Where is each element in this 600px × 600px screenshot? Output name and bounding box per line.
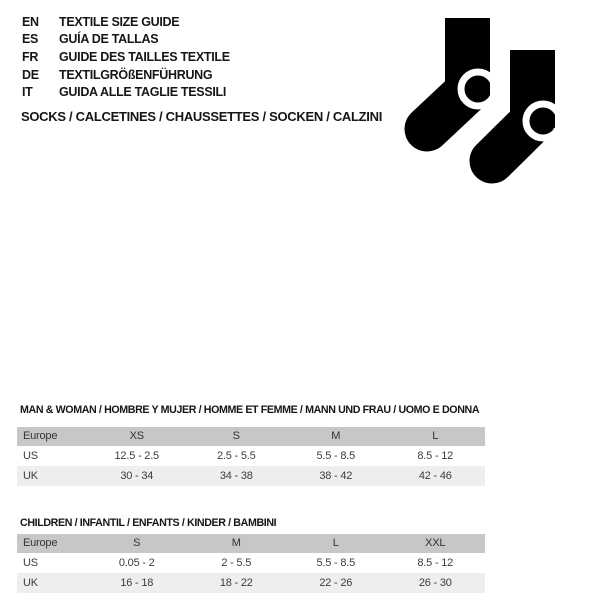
size-value: 18 - 22: [219, 577, 253, 589]
sock-right: [492, 50, 560, 161]
size-value: 26 - 30: [418, 577, 452, 589]
size-value: 22 - 26: [319, 577, 353, 589]
header-cell-europe: Europe: [23, 537, 58, 549]
sock-left: [427, 11, 497, 129]
children-table-header-row: [17, 534, 485, 553]
size-value: 34 - 38: [219, 470, 253, 482]
row-label: UK: [23, 577, 38, 589]
size-value: 0.05 - 2: [118, 557, 155, 569]
socks-icon: [395, 5, 590, 195]
size-value: 2.5 - 5.5: [216, 450, 256, 462]
row-label: UK: [23, 470, 38, 482]
adults-size-table: [17, 404, 485, 486]
table-row-uk: [17, 466, 485, 486]
language-code: DE: [22, 67, 39, 82]
row-label: US: [23, 450, 38, 462]
size-value: 38 - 42: [319, 470, 353, 482]
header-cell-size: M: [331, 430, 341, 442]
header-cell-size: L: [432, 430, 439, 442]
size-value: 42 - 46: [418, 470, 452, 482]
size-value: 16 - 18: [120, 577, 154, 589]
children-table-title: CHILDREN / INFANTIL / ENFANTS / KINDER / BAMBINI: [20, 517, 277, 529]
size-value: 30 - 34: [120, 470, 154, 482]
header-cell-europe: Europe: [23, 430, 58, 442]
language-code: IT: [22, 85, 33, 100]
language-row-fr: [22, 48, 230, 66]
language-label: GUÍA DE TALLAS: [59, 32, 159, 47]
size-value: 5.5 - 8.5: [316, 450, 356, 462]
language-row-de: [22, 66, 230, 84]
size-value: 2 - 5.5: [221, 557, 252, 569]
adults-table-title: MAN & WOMAN / HOMBRE Y MUJER / HOMME ET FEMME / MANN UND FRAU / UOMO E DONNA: [20, 404, 480, 416]
size-value: 8.5 - 12: [417, 450, 454, 462]
header-cell-size: L: [332, 537, 339, 549]
children-size-table: [17, 517, 485, 593]
table-row-us: [17, 446, 485, 466]
category-title: SOCKS / CALCETINES / CHAUSSETTES / SOCKEN / CALZINI: [21, 109, 383, 124]
language-list: [22, 13, 230, 101]
language-row-en: [22, 13, 230, 31]
language-label: TEXTILGRÖßENFÜHRUNG: [59, 67, 213, 82]
language-code: FR: [22, 49, 39, 64]
header-cell-size: S: [232, 430, 240, 442]
language-row-it: [22, 83, 230, 101]
language-label: TEXTILE SIZE GUIDE: [59, 14, 180, 29]
table-row-us: [17, 553, 485, 573]
header-cell-size: XS: [129, 430, 144, 442]
language-code: EN: [22, 14, 39, 29]
size-value: 5.5 - 8.5: [316, 557, 356, 569]
table-row-uk: [17, 573, 485, 593]
language-label: GUIDA ALLE TAGLIE TESSILI: [59, 85, 227, 100]
adults-table-header-row: [17, 427, 485, 446]
language-row-es: [22, 31, 230, 49]
size-value: 12.5 - 2.5: [114, 450, 159, 462]
header-cell-size: M: [231, 537, 241, 549]
size-value: 8.5 - 12: [417, 557, 454, 569]
header-cell-size: XXL: [425, 537, 446, 549]
row-label: US: [23, 557, 38, 569]
language-label: GUIDE DES TAILLES TEXTILE: [59, 49, 230, 64]
header-cell-size: S: [133, 537, 141, 549]
language-code: ES: [22, 32, 39, 47]
